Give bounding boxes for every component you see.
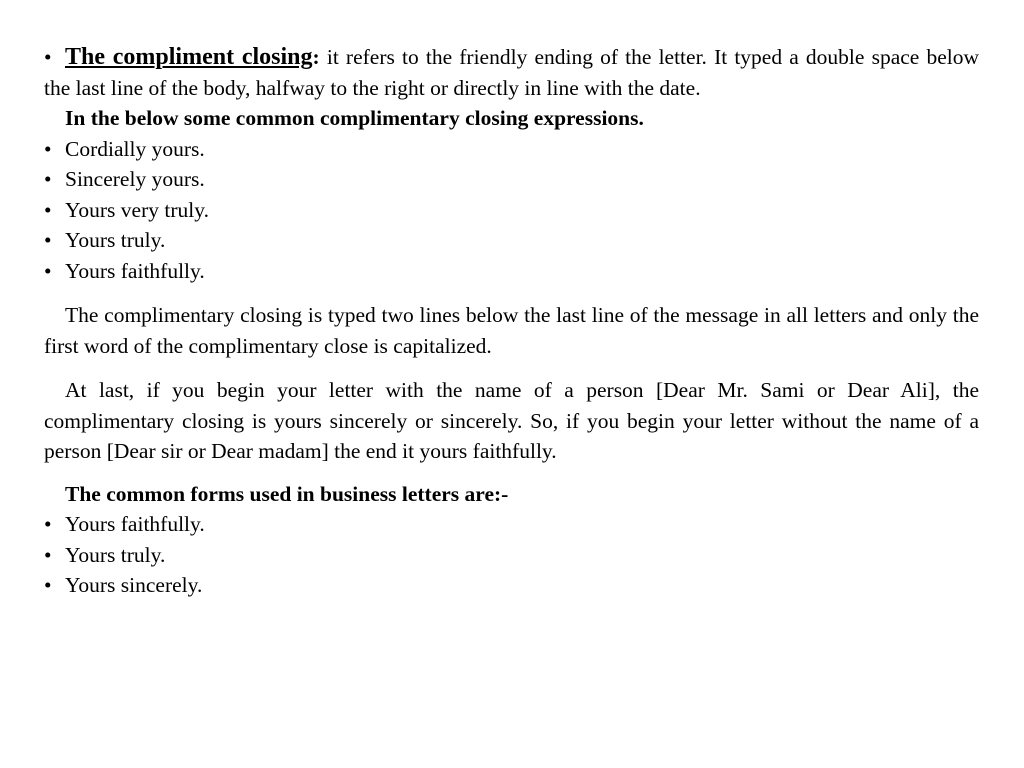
intro-paragraph	[44, 42, 979, 103]
business-forms-list	[44, 509, 979, 601]
body-paragraph: The complimentary closing is typed two lines below the last line of the message in all letters and only the first word of the complimentary close is capitalized.	[44, 303, 979, 358]
list-item-text: Yours faithfully.	[65, 512, 205, 536]
bullet-icon: •	[44, 167, 52, 191]
list-item-text: Yours truly.	[65, 228, 166, 252]
document-page	[44, 42, 979, 601]
expressions-list	[44, 134, 979, 287]
list-item-text: Yours very truly.	[65, 197, 209, 222]
bullet-icon: •	[44, 258, 52, 283]
bullet-icon: •	[44, 45, 52, 69]
list-item	[44, 256, 979, 287]
body-paragraph: At last, if you begin your letter with the name of a person [Dear Mr. Sami or Dear Ali], the complimentary closing is yours sincerely or sincerely. So, if you begin your letter without the name of a person [Dear sir or Dear madam] the end it yours faithfully.	[44, 378, 979, 463]
list-item	[44, 540, 979, 571]
expressions-heading: In the below some common complimentary closing expressions.	[65, 106, 644, 130]
business-forms-heading: The common forms used in business letters are:-	[65, 481, 509, 506]
bullet-icon: •	[44, 197, 52, 222]
list-item	[44, 164, 979, 195]
list-item	[44, 134, 979, 165]
bullet-icon: •	[44, 136, 52, 161]
list-item	[44, 509, 979, 540]
bullet-icon: •	[44, 228, 52, 252]
section-heading: The compliment closing	[65, 44, 313, 70]
list-item	[44, 225, 979, 256]
heading-colon: :	[312, 45, 320, 69]
list-item-text: Sincerely yours.	[65, 167, 205, 191]
list-item-text: Yours sincerely.	[65, 573, 203, 597]
list-item-text: Cordially yours.	[65, 136, 205, 161]
intro-text: it refers to the friendly ending of the letter. It typed a double space below the last line of the body, halfway to the right or directly in line with the date.	[44, 45, 980, 100]
bullet-icon: •	[44, 542, 52, 567]
list-item	[44, 195, 979, 226]
list-item	[44, 570, 979, 601]
list-item-text: Yours truly.	[65, 542, 166, 567]
bullet-icon: •	[44, 573, 52, 597]
list-item-text: Yours faithfully.	[65, 258, 205, 283]
bullet-icon: •	[44, 512, 52, 536]
